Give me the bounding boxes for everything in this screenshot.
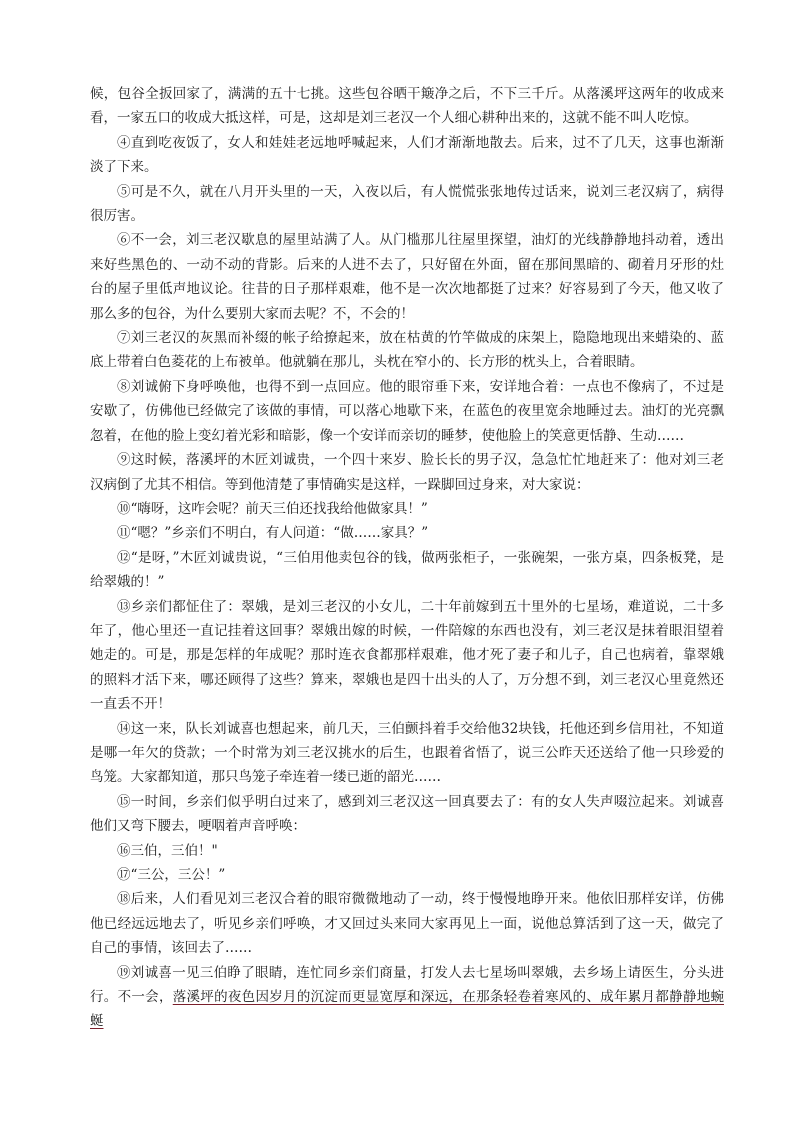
paragraph-16: ⑯三伯，三伯！" [117,842,218,859]
paragraph-6: ⑥不一会，刘三老汉歇息的屋里站满了人。从门槛那儿往屋里探望，油灯的光线静静地抖动着，透出来好些黑色的、一动不动的背影。后来的人进不去了，只好留在外面，留在那间黑暗的、砌着月牙形的灶台的屋子里低声地议论。往昔的日子那样艰难，他不是一次次地都挺了过来？好容易到了今天，他又收了那么多的包谷，为什么要别大家而去呢？不，不会的！ [90,232,724,322]
paragraph-15: ⑮一时间，乡亲们似乎明白过来了，感到刘三老汉这一回真要去了：有的女人失声啜泣起来。刘诚喜他们又弯下腰去，哽咽着声音呼唤： [90,793,724,835]
paragraph-5: ⑤可是不久，就在八月开头里的一天，入夜以后，有人慌慌张张地传过话来，说刘三老汉病了，病得很厉害。 [90,183,724,225]
paragraph-continued: 候，包谷全扳回家了，满满的五十七挑。这些包谷晒干簸净之后，不下三千斤。从落溪坪这两年的收成来看，一家五口的收成大抵这样，可是，这却是刘三老汉一个人细心耕种出来的，这就不能不叫人吃惊。 [90,86,724,127]
paragraph-9: ⑨这时候，落溪坪的木匠刘诚贵，一个四十来岁、脸长长的男子汉，急急忙忙地赶来了：他对刘三老汉病倒了尤其不相信。等到他清楚了事情确实是这样，一跺脚回过身来，对大家说： [90,452,724,493]
article-body [90,82,724,1034]
paragraph-14: ⑭这一来，队长刘诚喜也想起来，前几天，三伯颤抖着手交给他32块钱，托他还到乡信用社，不知道是哪一年欠的贷款；一个时常为刘三老汉挑水的后生，也跟着省悟了，说三公昨天还送给了他一只珍爱的鸟笼。大家都知道，那只鸟笼子牵连着一缕已逝的韶光…… [90,720,724,786]
paragraph-13: ⑬乡亲们都怔住了：翠娥，是刘三老汉的小女儿，二十年前嫁到五十里外的七星场，难道说，二十多年了，他心里还一直记挂着这回事？翠娥出嫁的时候，一件陪嫁的东西也没有，刘三老汉是抹着眼泪望着她走的。可是，那是怎样的年成呢？那时连衣食都那样艰难，他才死了妻子和儿子，自己也病着，靠翠娥的照料才活下来，哪还顾得了这些？算来，翠娥也是四十出头的人了，万分想不到，刘三老汉心里竟然还一直丢不开！ [90,598,724,713]
paragraph-18: ⑱后来，人们看见刘三老汉合着的眼帘微微地动了一动，终于慢慢地睁开来。他依旧那样安详，仿佛他已经远远地去了，听见乡亲们呼唤，才又回过头来同大家再见上一面，说他总算活到了这一天，做完了自己的事情，该回去了…… [90,891,724,957]
paragraph-4: ④直到吃夜饭了，女人和娃娃老远地呼喊起来，人们才渐渐地散去。后来，过不了几天，这事也渐渐淡了下来。 [90,134,724,176]
paragraph-19 [90,961,724,1034]
paragraph-12: ⑫“是呀，”木匠刘诚贵说，“三伯用他卖包谷的钱，做两张柜子，一张碗架，一张方桌，四条板凳，是给翠娥的！” [90,549,724,591]
paragraph-11: ⑪“嗯？”乡亲们不明白，有人问道：“做……家具？” [117,525,429,542]
paragraph-19-text: ⑲刘诚喜一见三伯睁了眼睛，连忙同乡亲们商量，打发人去七星场叫翠娥，去乡场上请医生，分头进行。不一会， [90,964,724,1006]
paragraph-7: ⑦刘三老汉的灰黑而补缀的帐子给撩起来，放在枯黄的竹竿做成的床架上，隐隐地现出来蜡染的、蓝底上带着白色菱花的上布被单。他就躺在那儿，头枕在窄小的、长方形的枕头上，合着眼睛。 [90,330,724,371]
paragraph-17: ⑰“三公，三公！” [117,867,226,883]
underlined-sentence: 落溪坪的夜色因岁月的沉淀而更显宽厚和深远，在那条轻卷着寒风的、成年累月都静静地蜿蜒 [90,989,724,1030]
paragraph-8: ⑧刘诚俯下身呼唤他，也得不到一点回应。他的眼帘垂下来，安详地合着：一点也不像病了，不过是安歇了，仿佛他已经做完了该做的事情，可以落心地歇下来，在蓝色的夜里宽余地睡过去。油灯的光亮飘忽着，在他的脸上变幻着光彩和暗影，像一个安详而亲切的睡梦，使他脸上的笑意更恬静、生动…… [90,378,724,444]
paragraph-10: ⑩“嗨呀，这咋会呢？前天三伯还找我给他做家具！” [117,500,428,517]
